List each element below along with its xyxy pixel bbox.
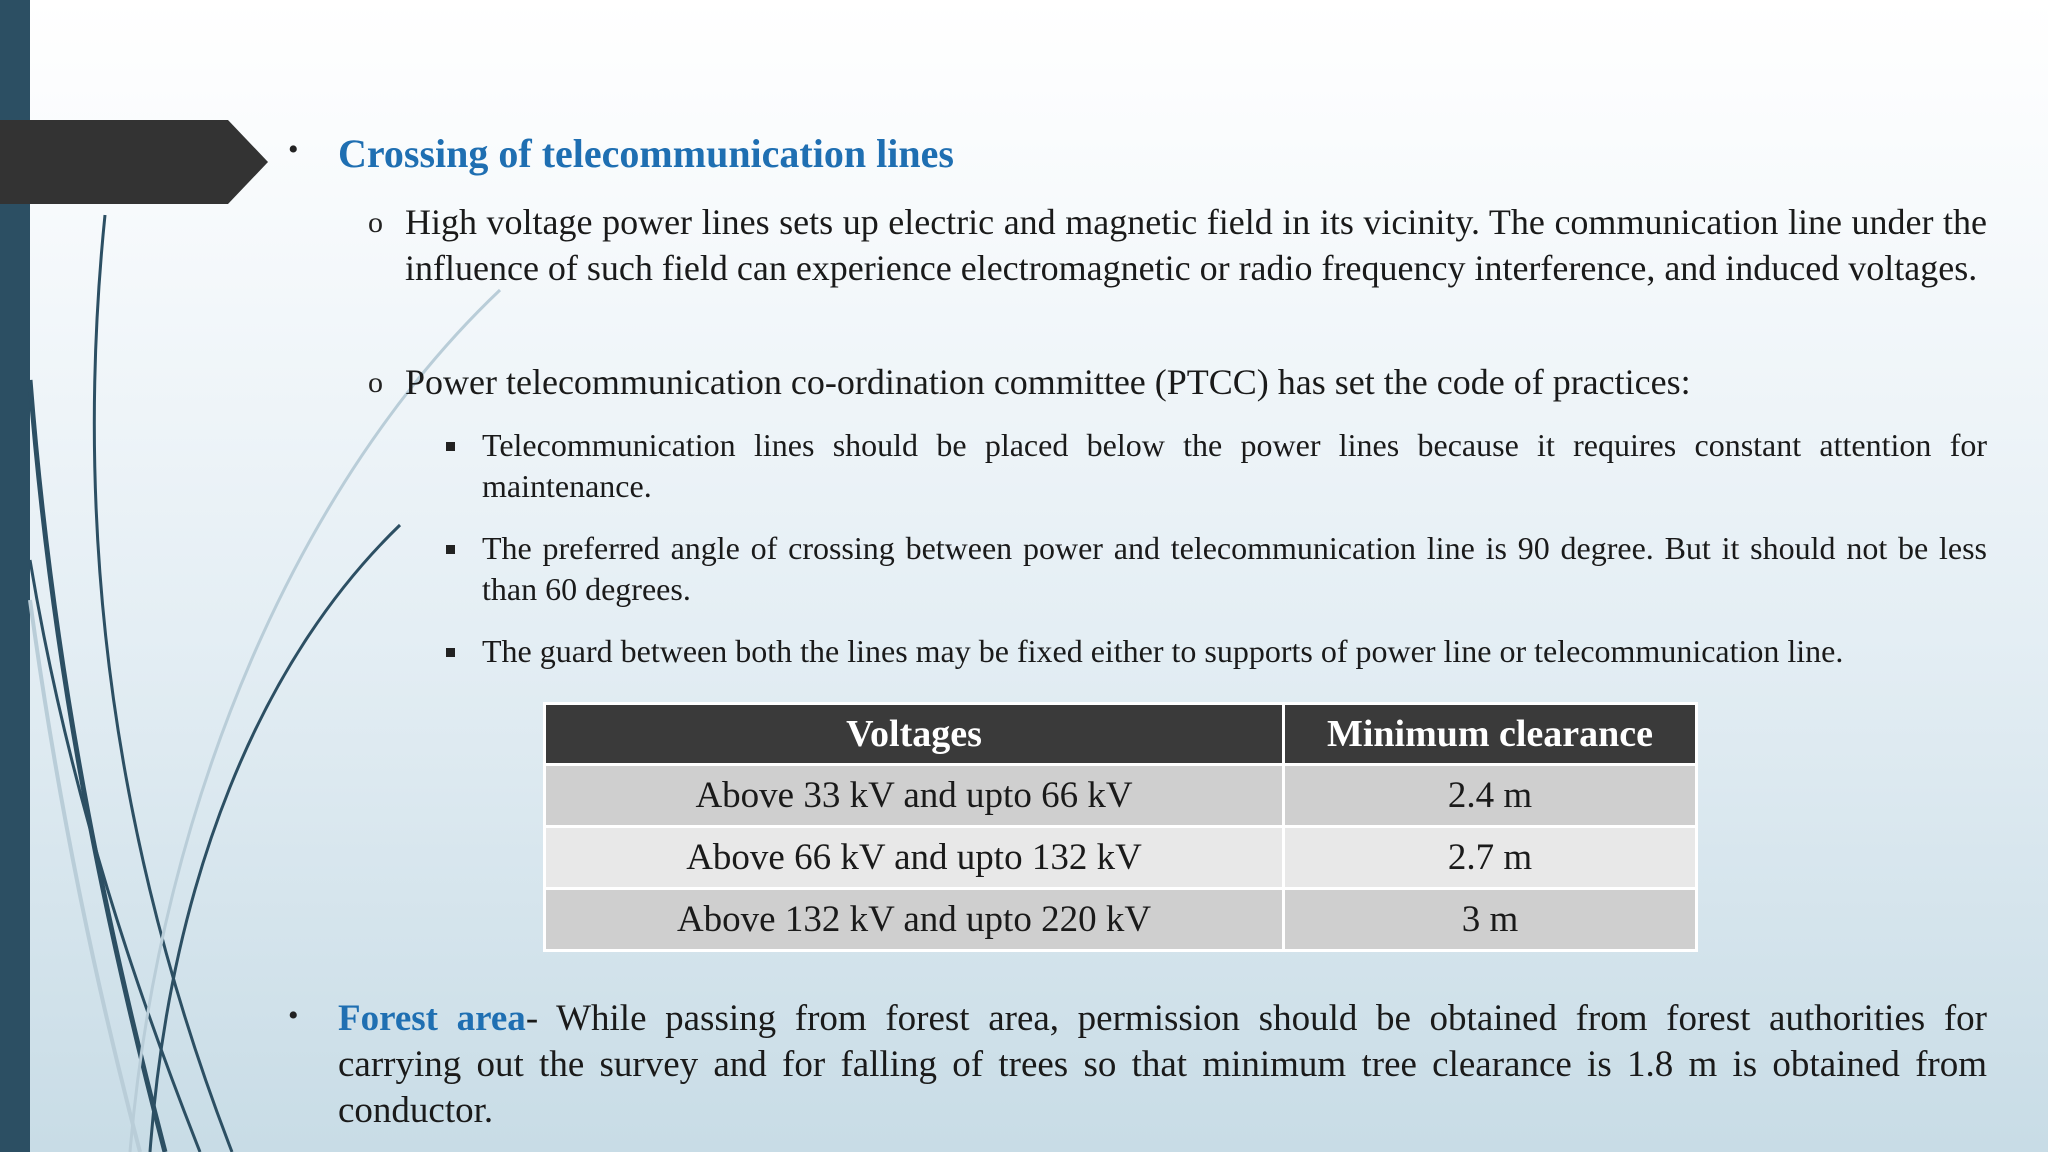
forest-label: Forest area [338, 998, 526, 1039]
bullet-dot: • [288, 999, 299, 1032]
practice-text: The guard between both the lines may be fixed either to supports of power line or telecommunication line. [482, 633, 1844, 669]
forest-paragraph [338, 996, 1987, 1134]
sub-bullet-circle: o [368, 206, 383, 239]
practice-text: The preferred angle of crossing between power and telecommunication line is 90 degree. But it should not be less than 60 degrees. [482, 530, 1987, 607]
table-cell: 3 m [1284, 889, 1697, 951]
point-text: High voltage power lines sets up electric and magnetic field in its vicinity. The communication line under the influence of such field can experience electromagnetic or radio frequency interference, and induced voltages. [405, 202, 1987, 288]
table-cell: Above 66 kV and upto 132 kV [545, 827, 1284, 889]
square-bullet [446, 442, 455, 451]
practice-text: Telecommunication lines should be placed below the power lines because it requires constant attention for maintenance. [482, 427, 1987, 504]
table-cell: Above 33 kV and upto 66 kV [545, 765, 1284, 827]
section-title: Crossing of telecommunication lines [338, 131, 954, 176]
table-cell: Above 132 kV and upto 220 kV [545, 889, 1284, 951]
square-bullet [446, 648, 455, 657]
bullet-dot: • [288, 133, 299, 166]
sub-bullet-circle: o [368, 366, 383, 399]
point-text: Power telecommunication co-ordination committee (PTCC) has set the code of practices: [405, 362, 1691, 402]
square-bullet [446, 545, 455, 554]
forest-text: - While passing from forest area, permission should be obtained from forest authorities for carrying out the survey and for falling of trees so that minimum tree clearance is 1.8 m is obtained from conductor. [338, 998, 1987, 1131]
table-cell: 2.4 m [1284, 765, 1697, 827]
table-row [545, 765, 1697, 827]
table-cell: 2.7 m [1284, 827, 1697, 889]
clearance-table [543, 702, 1698, 952]
column-header: Minimum clearance [1284, 704, 1697, 765]
table-row [545, 889, 1697, 951]
table-row [545, 827, 1697, 889]
table-header-row [545, 704, 1697, 765]
column-header: Voltages [545, 704, 1284, 765]
